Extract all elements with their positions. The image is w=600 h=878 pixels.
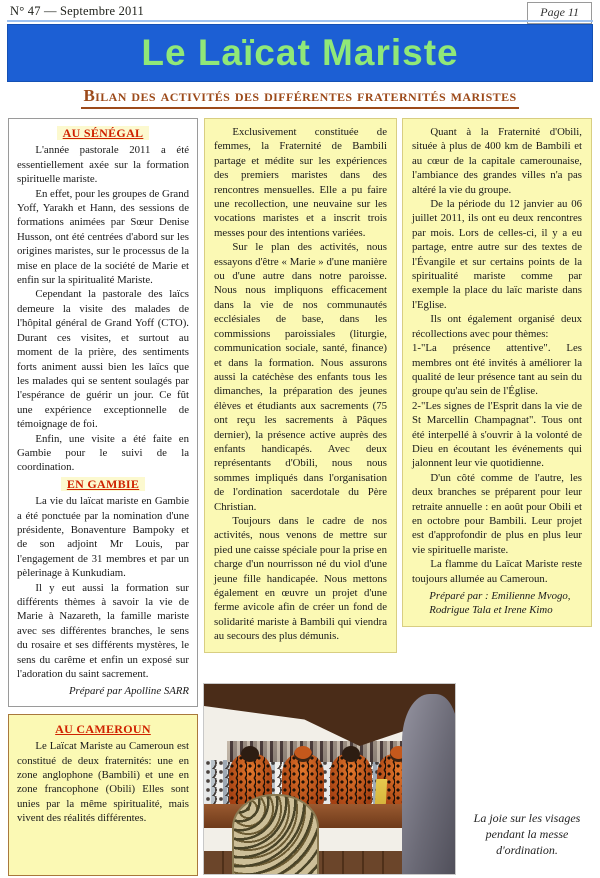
obili-theme-1: 1-"La présence attentive". Les membres ont été invités à améliorer la qualité de leur présence tant au sein du groupe qu'au sein de l'Église. [412,342,582,398]
headline: Bilan des activités des différentes fraternités maristes [81,86,518,109]
masthead-banner [7,24,593,82]
obili-paragraph: D'un côté comme de l'autre, les deux branches se préparent pour leur retraite annuelle : en août pour Obili et en octobre pour Bambili. Leur projet est d'approfondir de plus en plus leur vie spirituelle mariste. [412,471,582,556]
top-rule [7,20,593,22]
column-middle [204,118,397,653]
photo-caption: La joie sur les visages pendant la messe d'ordination. [473,811,581,857]
obili-paragraph: De la période du 12 janvier au 06 juillet 2011, ils ont eu deux rencontres par mois. Lors de celles-ci, il y a eu partage, entre autre sur des textes de l'Évangile et sur certains points de la spiritualité mariste comme par exemple la place du laïc mariste dans l'Eglise. [412,198,582,311]
byline-senegal-gambie: Préparé par Apolline SARR [68,685,189,698]
cameroun-paragraph: Le Laïcat Mariste au Cameroun est constitué de deux fraternités: une en zone anglophone (Bambili) et une en zone francophone (Obili) Elles sont unies par la même spiritualité, mais vivent des réalités différentes. [17,740,189,825]
gambie-paragraph: La vie du laïcat mariste en Gambie a été ponctuée par la nomination d'une présidente, Bonaventure Bampoky et de son adjoint Mr Louis, par l'engagement de 31 membres et par un pèlerinage à Kunkudiam. [17,495,189,580]
section-heading-gambie: EN GAMBIE [61,477,145,491]
gambie-paragraph: Il y eut aussi la formation sur différents thèmes à savoir la vie de Marie à Nazareth, la famille mariste avec ses différentes branches, le sens du rosaire et ses différents mystères, le sens du carême et enfin un exposé sur l'adoration du saint sacrement. [17,581,189,681]
obili-paragraph: La flamme du Laïcat Mariste reste toujours allumée au Cameroun. [412,558,582,585]
photo-ordinand-figure [402,694,456,876]
obili-paragraph: Quant à la Fraternité d'Obili, située à plus de 400 km de Bambili et au cœur de la capitale camerounaise, l'ambiance des grandes villes n'a pas altéré la vie du groupe. [412,126,582,196]
bambili-box [204,118,397,653]
senegal-paragraph: Cependant la pastorale des laïcs demeure la visite des malades de l'hôpital général de Grand Yoff (CTO). Durant ces visites, et surtout au moment de la prière, des sentiments forts animent aussi bien les laïcs que les malades qui se sentent soulagés par l'espérance de guérir un jour. Ce fût une expérience exceptionnelle de témoignage de foi. [17,288,189,431]
headline-row [0,86,600,109]
column-left [8,118,198,876]
bambili-paragraph: Toujours dans le cadre de nos activités, nous venons de mettre sur pied une caisse spéciale pour la prise en charge d'un nourrisson né du viol d'une jeune fille handicapée. Nous mettons également en œuvre un projet d'une ferme avicole afin de créer un fond de solidarité mariste à Bambili qui viendra au secours des plus démunis. [214,514,387,643]
senegal-gambie-box [8,118,198,707]
photo-attendee-toghu [330,754,373,807]
cameroun-box [8,714,198,876]
section-heading-cameroun: AU CAMEROUN [55,721,151,736]
senegal-paragraph: En effet, pour les groupes de Grand Yoff, Yarakh et Hann, des sessions de formations animées par Sœur Denise Husson, ont été centrées d'abord sur les origines maristes, sur le processus de la mise en place de la société de Marie et enfin sur la spiritualité Mariste. [17,187,189,287]
page-number-box: Page 11 [527,2,592,24]
section-heading-senegal: AU SÉNÉGAL [57,126,150,140]
newsletter-title: Le Laïcat Mariste [141,32,459,73]
issue-number: N° 47 — Septembre 2011 [10,4,144,18]
photo-upholstered-chair [232,794,320,875]
obili-theme-2: 2-"Les signes de l'Esprit dans la vie de St Marcellin Champagnat". Tous ont été interpellé à s'ouvrir à la volonté de Dieu en écoutant les événements qui jalonnent leur vie quotidienne. [412,399,582,470]
obili-paragraph: Ils ont également organisé deux récollections avec pour thèmes: [412,313,582,340]
byline-obili: Préparé par : Emilienne Mvogo, Rodrigue Tala et Irene Kimo [429,590,571,617]
column-right [402,118,592,627]
bambili-paragraph: Sur le plan des activités, nous essayons d'être « Marie » d'une manière ou d'une autre dans notre paroisse. Nous nous impliquons efficacement dans la vie de nos communautés ecclésiales de base, dans les commissions paroissiales (liturgie, communication sociale, santé, finance) et dans la formation. Nous assurons aussi la catéchèse des enfants tous les dimanches, la préparation des jeunes élèves et étudiants aux sacrements (75 ont reçu les sacrements à Pâques dernier), la présence active auprès des enfants handicapés. Avec deux représentants d'Obili, nous nous sommes impliqués dans l'organisation de l'ordination sacerdotale du Père Christian. [214,241,387,513]
senegal-paragraph: L'année pastorale 2011 a été essentiellement axée sur la formation spirituelle mariste. [17,144,189,186]
obili-box [402,118,592,627]
bambili-paragraph: Exclusivement constituée de femmes, la Fraternité de Bambili partage et médite sur les expériences des premiers maristes dans des rencontres mensuelles. Elle a pu faire une recollection, une neuvaine sur les vocations maristes et a inscrit trois messes pour des intentions variées. [214,126,387,239]
senegal-paragraph: Enfin, une visite a été faite en Gambie pour le suivi de la coordination. [17,432,189,474]
ordination-photo [203,683,456,875]
